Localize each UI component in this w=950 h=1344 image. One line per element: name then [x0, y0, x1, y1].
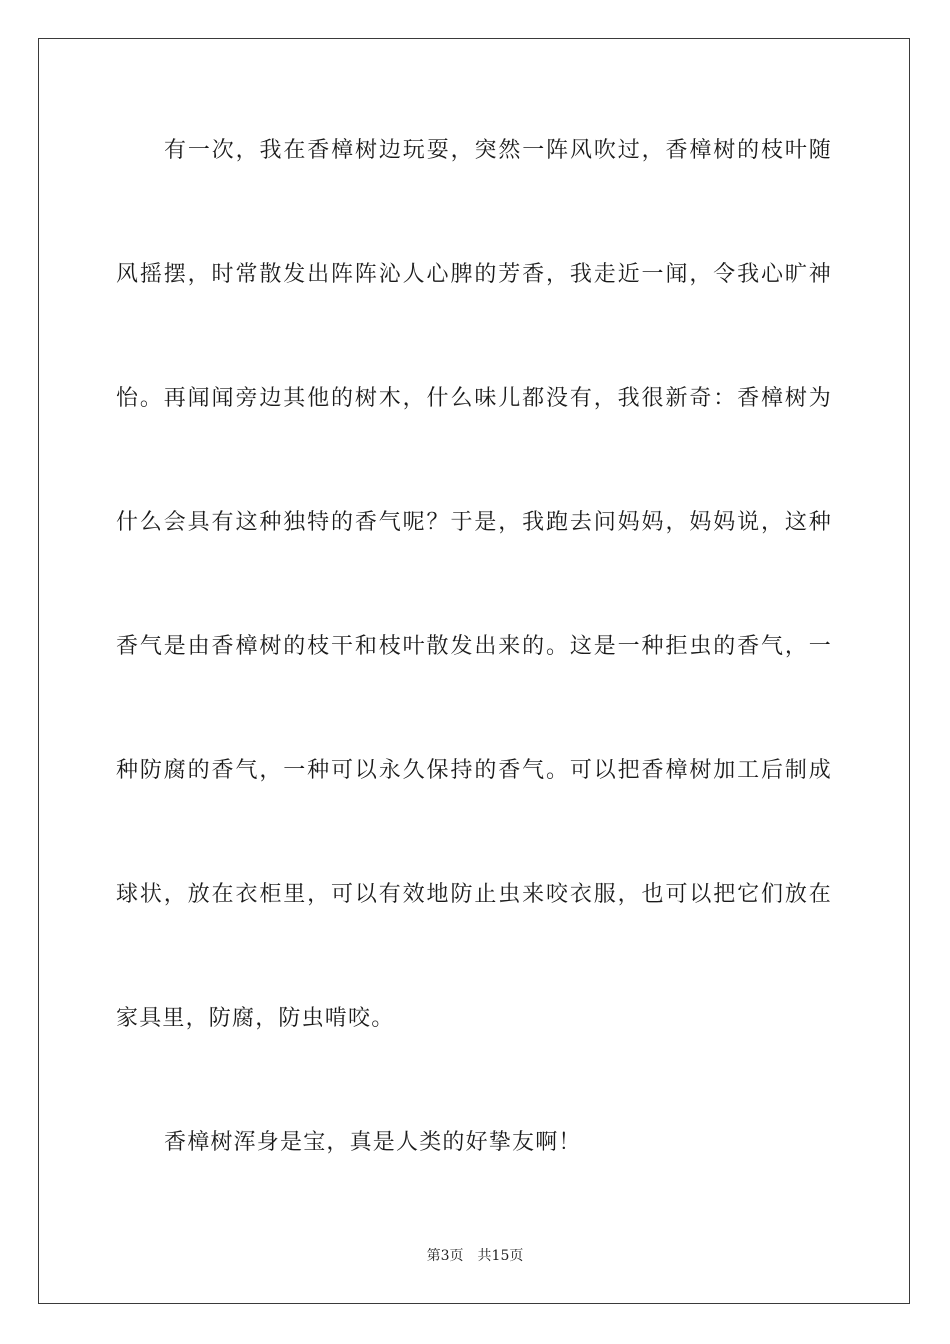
- page-number: 第3页: [426, 1248, 464, 1264]
- paragraph-1-line-7: 球状，放在衣柜里，可以有效地防止虫来咬衣服，也可以把它们放在: [116, 882, 832, 907]
- page-footer: [0, 1246, 950, 1266]
- paragraph-2-line-1: 香樟树浑身是宝，真是人类的好挚友啊！: [164, 1130, 582, 1155]
- page-border: [38, 38, 910, 1304]
- paragraph-1-line-1: 有一次，我在香樟树边玩耍，突然一阵风吹过，香樟树的枝叶随: [164, 138, 832, 163]
- paragraph-1-line-8: 家具里，防腐，防虫啃咬。: [116, 1006, 395, 1031]
- paragraph-1-line-4: 什么会具有这种独特的香气呢？于是，我跑去问妈妈，妈妈说，这种: [116, 510, 832, 535]
- paragraph-1-line-3: 怡。再闻闻旁边其他的树木，什么味儿都没有，我很新奇：香樟树为: [116, 386, 832, 411]
- page-total: 共15页: [477, 1248, 524, 1264]
- paragraph-1-line-2: 风摇摆，时常散发出阵阵沁人心脾的芳香，我走近一闻，令我心旷神: [116, 262, 832, 287]
- paragraph-1-line-5: 香气是由香樟树的枝干和枝叶散发出来的。这是一种拒虫的香气，一: [116, 634, 832, 659]
- paragraph-1-line-6: 种防腐的香气，一种可以永久保持的香气。可以把香樟树加工后制成: [116, 758, 832, 783]
